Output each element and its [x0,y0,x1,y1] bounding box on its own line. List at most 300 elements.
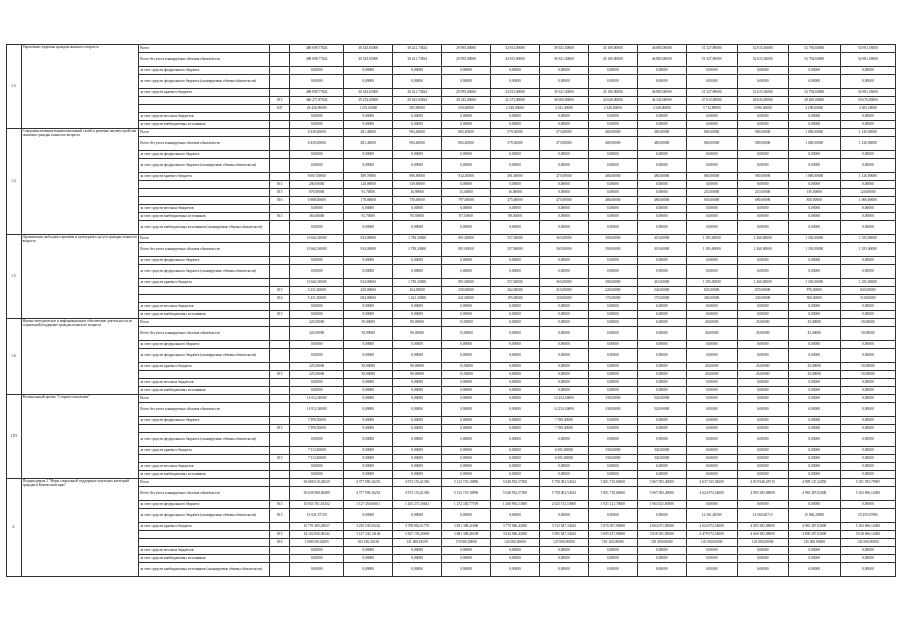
year-amount-cell: 0,00000 [737,265,788,279]
year-amount-cell: 0,00000 [393,311,442,319]
year-amount-cell: 0,00000 [840,349,895,363]
year-amount-cell: 34 813,00000 [491,53,540,67]
funding-source: за счет средств краевого бюджета [139,89,270,97]
funding-source: за счет средств внебюджетных источников [139,387,270,395]
year-amount-cell: 0,00000 [393,75,442,89]
table-row [7,75,896,89]
funding-source: за счет средств федерального бюджета (планируемые объемы обязательств) [139,433,270,447]
year-amount-cell: 480,00000 [588,129,637,137]
year-amount-cell: 0,00000 [686,447,737,455]
year-amount-cell: 0,00000 [539,471,588,479]
year-amount-cell: 0,00000 [491,509,540,523]
table-row [7,523,896,531]
year-amount-cell: 0,00000 [637,265,686,279]
year-amount-cell: 0,00000 [344,433,393,447]
year-amount-cell: 51 327,89000 [686,89,737,97]
table-row [7,425,896,433]
year-amount-cell: 1 268 992,13000 [491,501,540,509]
funding-source: Всего без учета планируемых объемов обязательств [139,327,270,341]
year-amount-cell: 480,00000 [637,137,686,151]
year-amount-cell: 0,00000 [840,311,895,319]
year-amount-cell: 0,00000 [491,547,540,555]
year-amount-cell: 0,00000 [539,319,588,327]
year-amount-cell: 250,00000 [344,287,393,295]
year-amount-cell: 0,00000 [840,395,895,403]
year-amount-cell: 390,00000 [588,279,637,287]
table-row [7,67,896,75]
grbs-code [270,523,290,531]
year-amount-cell: 0,00000 [442,159,491,173]
grbs-code: 815 [270,425,290,433]
year-amount-cell: 0,00000 [840,151,895,159]
year-amount-cell: 40,00000 [686,371,737,379]
year-amount-cell: 3 634 960,44500 [491,531,540,539]
year-amount-cell: 0,00000 [637,67,686,75]
total-amount-cell: 44 102 856,00342 [290,531,344,539]
year-amount-cell: 0,00000 [788,257,840,265]
section-code: 1.4. [7,129,22,235]
year-amount-cell: 0,00000 [442,75,491,89]
funding-source [139,455,270,463]
grbs-code: 815 [270,509,290,523]
section-code: 1.5. [7,235,22,319]
year-amount-cell: 48 635,00000 [737,97,788,105]
year-amount-cell: 210,00000 [737,189,788,197]
year-amount-cell: 0,00000 [539,547,588,555]
year-amount-cell: 0,00000 [491,349,540,363]
year-amount-cell: 934,00000 [344,243,393,257]
year-amount-cell: 0,00000 [637,257,686,265]
funding-source: за счет средств федерального бюджета [139,257,270,265]
year-amount-cell: 0,00000 [788,463,840,471]
year-amount-cell: 88,30000 [491,213,540,221]
table-row [7,479,896,487]
year-amount-cell: 0,00000 [637,181,686,189]
year-amount-cell: 0,00000 [344,425,393,433]
year-amount-cell: 0,00000 [588,113,637,121]
year-amount-cell: 0,00000 [788,501,840,509]
grbs-code [270,205,290,213]
year-amount-cell: 0,00000 [442,447,491,455]
year-amount-cell: 44 345,00000 [637,97,686,105]
year-amount-cell: 0,00000 [637,159,686,173]
year-amount-cell: 579,30000 [491,129,540,137]
year-amount-cell: 0,00000 [686,463,737,471]
year-amount-cell: 320,00000 [637,447,686,455]
year-amount-cell: 0,00000 [686,121,737,129]
year-amount-cell: 0,00000 [588,509,637,523]
total-amount-cell: 8 067,00000 [290,173,344,181]
year-amount-cell: 3 851 388,41698 [442,523,491,531]
year-amount-cell: 6 655,00000 [539,455,588,463]
grbs-code [270,341,290,349]
total-amount-cell: 0,00000 [290,205,344,213]
year-amount-cell: 0,00000 [686,159,737,173]
year-amount-cell: 3 250 539,50242 [344,523,393,531]
year-amount-cell: 797,00000 [442,197,491,205]
year-amount-cell: 0,00000 [344,387,393,395]
year-amount-cell: 0,00000 [588,221,637,235]
funding-source: за счет средств внебюджетных источников (планируемые объемы обязательств) [139,221,270,235]
year-amount-cell: 1 355,00000 [840,243,895,257]
year-amount-cell: 992,40000 [393,129,442,137]
total-amount-cell: 28 426,90000 [290,105,344,113]
total-amount-cell: 879,00000 [290,189,344,197]
year-amount-cell: 850,00000 [788,197,840,205]
year-amount-cell: 0,00000 [588,303,637,311]
year-amount-cell: 0,00000 [491,113,540,121]
year-amount-cell: 0,00000 [393,67,442,75]
year-amount-cell: 900,00000 [737,129,788,137]
section-code: 1.Р3 [7,395,22,479]
year-amount-cell: 0,00000 [393,159,442,173]
funding-source: за счет средств краевого бюджета [139,363,270,371]
year-amount-cell: 0,00000 [491,121,540,129]
year-amount-cell: 50,00000 [344,319,393,327]
table-row [7,447,896,455]
grbs-code: 815 [270,213,290,221]
year-amount-cell: 891,00000 [442,235,491,243]
year-amount-cell: 0,00000 [588,547,637,555]
year-amount-cell: 0,00000 [344,395,393,403]
total-amount-cell: 0,00000 [290,75,344,89]
year-amount-cell: 15,00000 [442,363,491,371]
funding-source: за счет средств федерального бюджета [139,417,270,425]
year-amount-cell: 0,00000 [840,417,895,425]
funding-source: за счет средств внебюджетных источников [139,311,270,319]
year-amount-cell: 0,00000 [442,455,491,463]
year-amount-cell: 0,00000 [491,403,540,417]
year-amount-cell: 0,00000 [840,563,895,577]
grbs-code: 816 [270,295,290,303]
year-amount-cell: 0,00000 [393,547,442,555]
year-amount-cell: 15,00000 [442,327,491,341]
year-amount-cell: 0,00000 [588,417,637,425]
year-amount-cell: 1 260,00000 [737,235,788,243]
year-amount-cell: 5 967 093,40000 [637,487,686,501]
year-amount-cell: 0,00000 [686,67,737,75]
year-amount-cell: 0,00000 [442,265,491,279]
total-amount-cell: 10 662,30000 [290,279,344,287]
total-amount-cell: 0,00000 [290,257,344,265]
year-amount-cell: 0,00000 [637,327,686,341]
total-amount-cell: 325,00000 [290,363,344,371]
table-row [7,311,896,319]
total-amount-cell: 10 662,30000 [290,243,344,257]
year-amount-cell: 1 330,00000 [788,279,840,287]
year-amount-cell: 0,00000 [737,563,788,577]
year-amount-cell: 0,00000 [588,265,637,279]
year-amount-cell: 0,00000 [344,417,393,425]
year-amount-cell: 1 260,00000 [737,279,788,287]
year-amount-cell: 0,00000 [788,151,840,159]
year-amount-cell: 0,00000 [442,205,491,213]
year-amount-cell: 0,00000 [442,547,491,555]
year-amount-cell: 1 783,30000 [393,243,442,257]
grbs-code: 815 [270,311,290,319]
year-amount-cell: 0,00000 [393,425,442,433]
year-amount-cell: 95,50000 [393,213,442,221]
year-amount-cell: 30 221,73824 [393,45,442,53]
section-name: Научно-методическое и информационное обеспечение деятельности по социальной поддержке граждан пожилого возраста [21,319,139,395]
grbs-code [270,265,290,279]
grbs-code: 815 [270,287,290,295]
year-amount-cell: 0,00000 [344,151,393,159]
year-amount-cell: 45,00000 [788,363,840,371]
year-amount-cell: 0,00000 [588,433,637,447]
grbs-code [270,173,290,181]
year-amount-cell: 40,00000 [686,363,737,371]
year-amount-cell: 480,00000 [637,129,686,137]
grbs-code [270,349,290,363]
year-amount-cell: 0,00000 [686,555,737,563]
year-amount-cell: 240,00000 [637,287,686,295]
year-amount-cell: 0,00000 [788,341,840,349]
year-amount-cell: 0,00000 [788,221,840,235]
year-amount-cell: 7 599,30000 [539,417,588,425]
year-amount-cell: 1 127 450,66011 [344,501,393,509]
year-amount-cell: 0,00000 [588,189,637,197]
year-amount-cell: 5 181 955,79985 [840,479,895,487]
year-amount-cell: 0,00000 [491,417,540,425]
funding-source: за счет средств краевого бюджета [139,279,270,287]
table-row [7,487,896,501]
grbs-code [270,75,290,89]
year-amount-cell: 150,00000 [788,189,840,197]
year-amount-cell: 50 676,00000 [840,97,895,105]
section-name: Укрепление здоровья граждан пожилого возраста [21,45,139,129]
year-amount-cell: 52 615,36000 [737,53,788,67]
year-amount-cell: 0,00000 [737,121,788,129]
year-amount-cell: 0,00000 [737,555,788,563]
table-row [7,287,896,295]
funding-source: за счет средств внебюджетных источников [139,213,270,221]
grbs-code [270,279,290,287]
year-amount-cell: 0,00000 [588,425,637,433]
table-row [7,463,896,471]
year-amount-cell: 1 963 021,60000 [637,501,686,509]
year-amount-cell: 0,00000 [637,311,686,319]
grbs-code: 847 [270,105,290,113]
year-amount-cell: 0,00000 [737,221,788,235]
table-row [7,213,896,221]
year-amount-cell: 0,00000 [491,327,540,341]
year-amount-cell: 0,00000 [686,417,737,425]
year-amount-cell: 29 635,83824 [393,97,442,105]
funding-source: за счет средств внебюджетных источников [139,471,270,479]
year-amount-cell: 1 783,30000 [393,235,442,243]
total-amount-cell: 7 599,30000 [290,425,344,433]
section-code: 1.3. [7,45,22,129]
year-amount-cell: 0,00000 [637,341,686,349]
total-amount-cell: 5 231,00000 [290,287,344,295]
total-amount-cell: 0,00000 [290,265,344,279]
year-amount-cell: 4 983 287,02000 [788,523,840,531]
year-amount-cell: 0,00000 [840,341,895,349]
year-amount-cell: 3 189,60000 [788,105,840,113]
year-amount-cell: 0,00000 [491,151,540,159]
year-amount-cell: 1 000,00000 [840,197,895,205]
total-amount-cell: 14 912,30000 [290,403,344,417]
year-amount-cell: 18 259,67985 [840,509,895,523]
year-amount-cell: 39 341,30000 [539,89,588,97]
year-amount-cell: 0,00000 [588,563,637,577]
year-amount-cell: 0,00000 [539,181,588,189]
year-amount-cell: 0,00000 [737,303,788,311]
year-amount-cell: 145 000,00000 [788,539,840,547]
funding-source [139,181,270,189]
year-amount-cell: 0,00000 [588,257,637,265]
year-amount-cell: 0,00000 [840,403,895,417]
year-amount-cell: 0,00000 [840,213,895,221]
funding-source: за счет средств федерального бюджета (планируемые объемы обязательств) [139,509,270,523]
year-amount-cell: 0,00000 [737,75,788,89]
total-amount-cell: 0,00000 [290,311,344,319]
year-amount-cell: 15,00000 [442,371,491,379]
year-amount-cell: 0,00000 [788,75,840,89]
year-amount-cell: 45,00000 [788,319,840,327]
year-amount-cell: 934,00000 [344,279,393,287]
year-amount-cell: 0,00000 [788,379,840,387]
year-amount-cell: 415,00000 [539,287,588,295]
year-amount-cell: 0,00000 [539,463,588,471]
year-amount-cell: 3 695 437,90000 [588,531,637,539]
year-amount-cell: 0,00000 [788,205,840,213]
year-amount-cell: 4 805 385,88000 [737,523,788,531]
year-amount-cell: 5 163 696,12000 [840,523,895,531]
year-amount-cell: 0,00000 [840,303,895,311]
year-amount-cell: 891,00000 [442,279,491,287]
year-amount-cell: 0,00000 [737,471,788,479]
year-amount-cell: 0,00000 [737,205,788,213]
total-amount-cell: 0,00000 [290,547,344,555]
year-amount-cell: 0,00000 [393,463,442,471]
year-amount-cell: 0,00000 [344,113,393,121]
year-amount-cell: 650,00000 [442,105,491,113]
year-amount-cell: 1 000,00000 [788,173,840,181]
year-amount-cell: 0,00000 [686,501,737,509]
year-amount-cell: 14 254,30000 [539,395,588,403]
year-amount-cell: 0,00000 [588,205,637,213]
year-amount-cell: 320,00000 [637,395,686,403]
year-amount-cell: 0,00000 [588,471,637,479]
year-amount-cell: 0,00000 [588,555,637,563]
table-row [7,387,896,395]
table-row [7,341,896,349]
year-amount-cell: 1 783,30000 [393,279,442,287]
year-amount-cell: 0,00000 [491,433,540,447]
year-amount-cell: 16,90000 [393,189,442,197]
year-amount-cell: 0,00000 [393,379,442,387]
year-amount-cell: 0,00000 [737,151,788,159]
year-amount-cell: 0,00000 [637,189,686,197]
year-amount-cell: 0,00000 [686,75,737,89]
year-amount-cell: 481,40000 [344,137,393,151]
year-amount-cell: 0,00000 [491,555,540,563]
total-amount-cell: 10 833 761,61452 [290,501,344,509]
year-amount-cell: 3 585 847,34542 [539,531,588,539]
year-amount-cell: 0,00000 [491,447,540,455]
year-amount-cell: 0,00000 [788,417,840,425]
year-amount-cell: 4 624 974,54000 [686,487,737,501]
total-amount-cell: 14 912,30000 [290,395,344,403]
year-amount-cell: 812,30000 [442,173,491,181]
year-amount-cell: 430,00000 [737,295,788,303]
year-amount-cell: 0,00000 [686,303,737,311]
year-amount-cell: 0,00000 [686,181,737,189]
year-amount-cell: 0,00000 [393,303,442,311]
year-amount-cell: 557,00000 [491,235,540,243]
year-amount-cell: 0,00000 [442,121,491,129]
year-amount-cell: 5 801 719,60000 [588,479,637,487]
total-amount-cell: 7 313,00000 [290,455,344,463]
table-row [7,205,896,213]
grbs-code [270,243,290,257]
section-code: 2. [7,479,22,577]
year-amount-cell: 750,00000 [393,197,442,205]
year-amount-cell: 0,00000 [393,403,442,417]
year-amount-cell: 2 025 153,10000 [539,501,588,509]
total-amount-cell: 0,00000 [290,471,344,479]
year-amount-cell: 120,00000 [840,189,895,197]
year-amount-cell: 4 377 990,16253 [344,487,393,501]
year-amount-cell: 3 980,36000 [737,105,788,113]
year-amount-cell: 0,00000 [344,257,393,265]
year-amount-cell: 0,00000 [442,257,491,265]
year-amount-cell: 3 818 581,80000 [637,531,686,539]
year-amount-cell: 5 801 719,60000 [588,487,637,501]
year-amount-cell: 0,00000 [491,425,540,433]
year-amount-cell: 3 712,89000 [686,105,737,113]
table-row [7,471,896,479]
table-row [7,563,896,577]
year-amount-cell: 0,00000 [393,509,442,523]
year-amount-cell: 0,00000 [737,417,788,425]
year-amount-cell: 0,00000 [491,371,540,379]
funding-source [139,105,270,113]
funding-source: за счет средств внебюджетных источников [139,555,270,563]
year-amount-cell: 0,00000 [539,311,588,319]
year-amount-cell: 0,00000 [737,379,788,387]
year-amount-cell: 860,00000 [686,137,737,151]
year-amount-cell: 0,00000 [686,257,737,265]
grbs-code [270,151,290,159]
year-amount-cell: 0,00000 [442,403,491,417]
year-amount-cell: 565,00000 [539,235,588,243]
year-amount-cell: 0,00000 [539,205,588,213]
grbs-code [270,89,290,97]
year-amount-cell: 0,00000 [637,349,686,363]
year-amount-cell: 0,00000 [344,455,393,463]
year-amount-cell: 0,00000 [588,327,637,341]
year-amount-cell: 0,00000 [539,151,588,159]
year-amount-cell: 0,00000 [588,213,637,221]
year-amount-cell: 0,00000 [788,265,840,279]
year-amount-cell: 0,00000 [637,75,686,89]
year-amount-cell: 0,00000 [393,341,442,349]
total-amount-cell: 10 662,30000 [290,235,344,243]
year-amount-cell: 557,00000 [491,243,540,257]
year-amount-cell: 0,00000 [442,509,491,523]
grbs-code: 810 [270,539,290,547]
year-amount-cell: 5 123 719,18896 [442,487,491,501]
year-amount-cell: 5 048 952,57500 [491,479,540,487]
total-amount-cell: 1 688 639,02695 [290,539,344,547]
total-amount-cell: 6 988,00000 [290,197,344,205]
table-row [7,371,896,379]
year-amount-cell: 0,00000 [393,151,442,159]
year-amount-cell: 0,00000 [788,349,840,363]
